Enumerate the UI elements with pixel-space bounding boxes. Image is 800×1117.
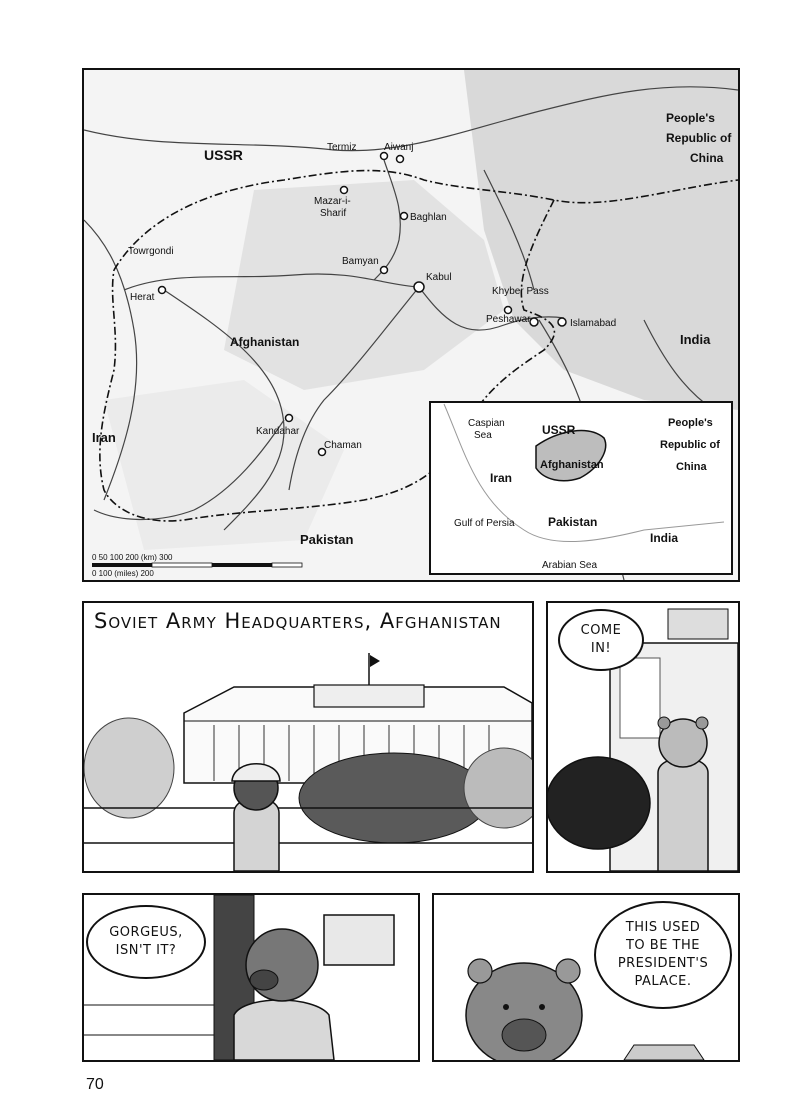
mazar-label-1: Mazar-i-	[314, 196, 351, 207]
afghanistan-map	[84, 70, 738, 580]
inset-iran: Iran	[490, 471, 513, 485]
palace-illustration	[84, 603, 532, 871]
inset-india: India	[650, 531, 679, 545]
tree-left	[84, 718, 174, 818]
scale-miles: 0 100 (miles) 200	[92, 569, 154, 578]
inset-caspian-2: Sea	[474, 430, 492, 441]
towrgondi-label: Towrgondi	[128, 246, 174, 257]
inset-afghanistan: Afghanistan	[540, 459, 604, 471]
china-label-2: Republic of	[666, 131, 732, 145]
speech-bubble-come-in	[558, 609, 644, 671]
peshawar-marker	[530, 318, 538, 326]
wall-painting	[324, 915, 394, 965]
bamyan-marker	[381, 267, 388, 274]
kabul-marker	[414, 282, 424, 292]
bamyan-label: Bamyan	[342, 256, 379, 267]
speech-bubble-palace	[594, 901, 732, 1009]
ussr-label: USSR	[204, 147, 243, 163]
dark-chair	[548, 757, 650, 849]
inset-china-2: Republic of	[660, 439, 720, 451]
china-label-1: People's	[666, 111, 715, 125]
pakistan-label: Pakistan	[300, 532, 354, 547]
bush-center	[299, 753, 489, 843]
location-caption: Soviet Army Headquarters, Afghanistan	[94, 609, 502, 633]
islamabad-label: Islamabad	[570, 318, 617, 329]
kabul-label: Kabul	[426, 272, 452, 283]
islamabad-marker	[558, 318, 566, 326]
speech-bubble-gorgeous	[86, 905, 206, 979]
chaman-label: Chaman	[324, 440, 362, 451]
peshawar-label: Peshawar	[486, 314, 531, 325]
kandahar-marker	[286, 415, 293, 422]
mazar-marker	[341, 187, 348, 194]
soldier-bear	[232, 764, 280, 871]
herat-marker	[159, 287, 166, 294]
map-panel	[82, 68, 740, 582]
inset-ussr: USSR	[542, 423, 576, 437]
inset-pakistan: Pakistan	[548, 515, 598, 529]
kandahar-label: Kandahar	[256, 426, 300, 437]
khyber-marker	[505, 307, 512, 314]
termiz-marker	[381, 153, 388, 160]
come-in-text: COME IN!	[580, 623, 622, 656]
bear-closeup	[466, 959, 582, 1060]
aiwanj-label: Aiwanj	[384, 142, 414, 153]
page-number: 70	[86, 1076, 104, 1093]
inset-arabian: Arabian Sea	[542, 560, 598, 571]
inset-china-1: People's	[668, 417, 713, 429]
gorgeous-text: GORGEUS, ISN'T IT?	[109, 925, 183, 958]
palace-text: THIS USED TO BE THE PRESIDENT'S PALACE.	[617, 920, 709, 989]
baghlan-marker	[401, 213, 408, 220]
inset-china-3: China	[676, 461, 707, 473]
iran-label: Iran	[92, 430, 116, 445]
scale-km: 0 50 100 200 (km) 300	[92, 553, 173, 562]
aiwanj-marker	[397, 156, 404, 163]
khyber-label: Khyber Pass	[492, 286, 549, 297]
termiz-label: Termiz	[327, 142, 357, 153]
inset-map	[430, 402, 732, 574]
herat-label: Herat	[130, 292, 155, 303]
inset-gulf: Gulf of Persia	[454, 518, 515, 529]
palace-panel	[432, 893, 740, 1062]
inset-caspian-1: Caspian	[468, 418, 505, 429]
china-label-3: China	[690, 151, 724, 165]
gorgeous-panel	[82, 893, 420, 1062]
afghanistan-label: Afghanistan	[230, 335, 300, 349]
baghlan-label: Baghlan	[410, 212, 447, 223]
headquarters-panel	[82, 601, 534, 873]
door-panel	[546, 601, 740, 873]
india-label: India	[680, 332, 711, 347]
officer-bear	[658, 717, 708, 871]
mazar-label-2: Sharif	[320, 208, 347, 219]
